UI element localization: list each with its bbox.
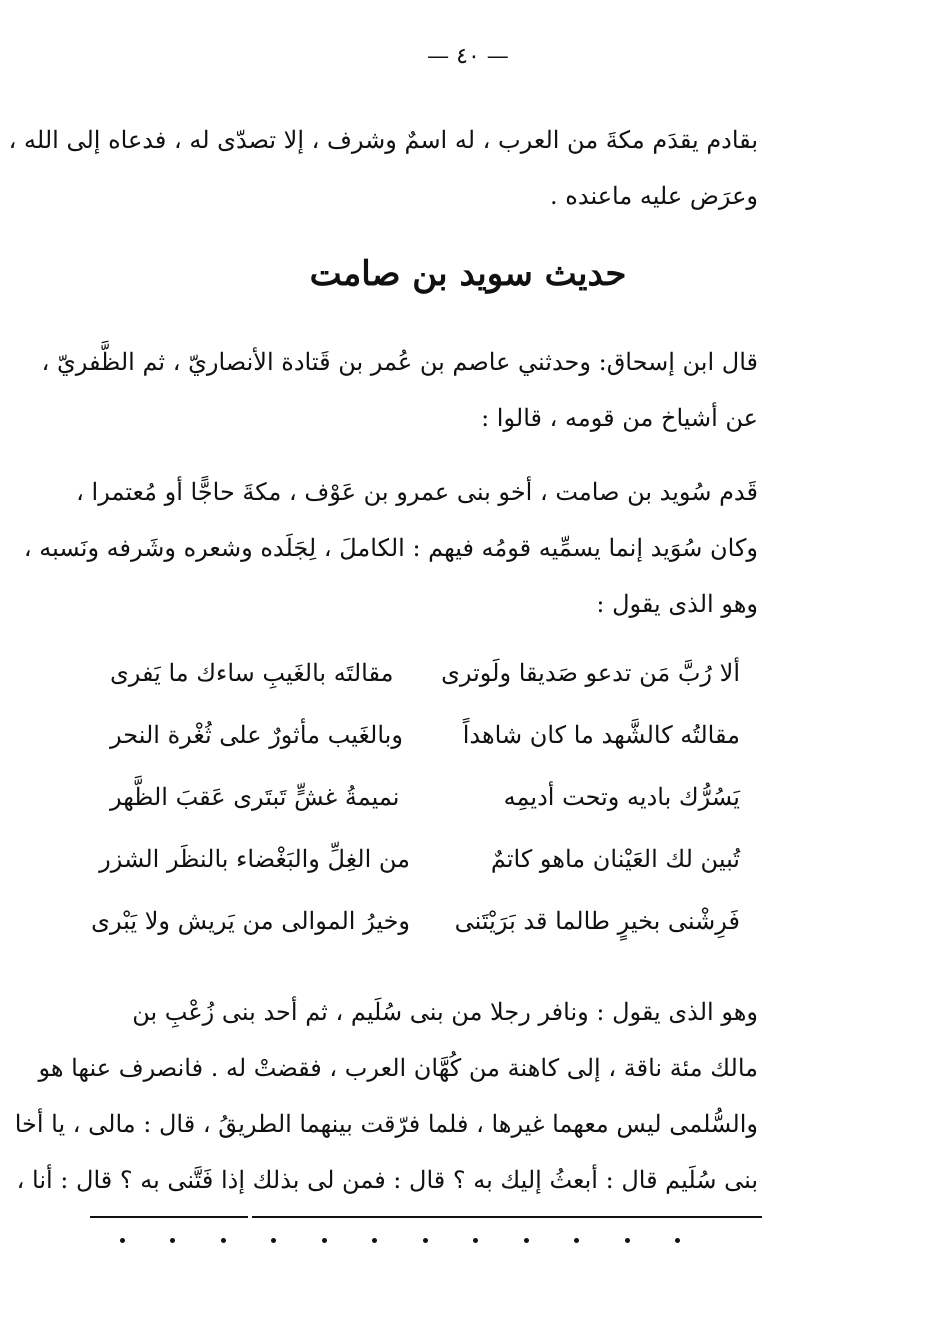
dot-mark xyxy=(170,1238,175,1243)
verse-first-hemistich: مقالتُه كالشَّهد ما كان شاهداً xyxy=(462,721,740,749)
text-line: عن أشياخ من قومه ، قالوا : xyxy=(481,404,758,432)
dot-mark xyxy=(120,1238,125,1243)
dot-mark xyxy=(271,1238,276,1243)
poem-verse xyxy=(110,704,740,766)
final-paragraph xyxy=(14,984,758,1208)
verse-second-hemistich: مقالتَه بالغَيبِ ساءك ما يَفرى xyxy=(110,659,394,687)
text-line: والسُّلمى ليس معهما غيرها ، فلما فرّقت بينهما الطريقُ ، قال : مالى ، يا أخا xyxy=(14,1110,758,1138)
text-line: وهو الذى يقول : xyxy=(596,590,758,618)
verse-first-hemistich: ألا رُبَّ مَن تدعو صَديقا ولَوترى xyxy=(441,659,740,687)
footnote-divider xyxy=(90,1216,248,1218)
text-line: قَدم سُويد بن صامت ، أخو بنى عمرو بن عَوْف ، مكةَ حاجًّا أو مُعتمرا ، xyxy=(76,478,758,506)
verse-second-hemistich: وخيرُ الموالى من يَريش ولا يَبْرى xyxy=(91,907,410,935)
poem-verse xyxy=(99,828,740,890)
dot-mark xyxy=(221,1238,226,1243)
section-heading: حديث سويد بن صامت xyxy=(309,254,627,294)
dot-mark xyxy=(372,1238,377,1243)
page-number: — ٤٠ — xyxy=(427,44,509,69)
text-line: وهو الذى يقول : ونافر رجلا من بنى سُلَيم ، ثم أحد بنى زُعْبِ بن xyxy=(132,998,758,1026)
footnote-divider xyxy=(252,1216,762,1218)
verse-second-hemistich: نميمةُ غشٍّ تَبتَرى عَقبَ الظَّهر xyxy=(110,783,400,811)
poem-verse xyxy=(110,642,740,704)
dot-mark xyxy=(524,1238,529,1243)
text-line: بنى سُلَيم قال : أبعثُ إليك به ؟ قال : فمن لى بذلك إذا فَتَّنى به ؟ قال : أنا ، xyxy=(16,1166,758,1194)
dot-mark xyxy=(625,1238,630,1243)
verse-first-hemistich: يَسُرُّك باديه وتحت أديمِه xyxy=(503,783,740,811)
verse-second-hemistich: من الغِلِّ والبَغْضاء بالنظَر الشزر xyxy=(99,845,410,873)
text-line: وكان سُوَيد إنما يسمِّيه قومُه فيهم : الكاملَ ، لِجَلَده وشعره وشَرفه ونَسبه ، xyxy=(23,534,758,562)
text-line: بقادم يقدَم مكةَ من العرب ، له اسمٌ وشرف ، إلا تصدّى له ، فدعاه إلى الله ، xyxy=(8,126,758,154)
poem xyxy=(91,642,740,952)
text-line: وعرَض عليه ماعنده . xyxy=(550,182,758,210)
intro-paragraph xyxy=(8,112,758,224)
dot-mark xyxy=(473,1238,478,1243)
poem-verse xyxy=(110,766,740,828)
text-line: قال ابن إسحاق: وحدثني عاصم بن عُمر بن قَتادة الأنصاريّ ، ثم الظَّفريّ ، xyxy=(41,348,758,376)
footnote-dots xyxy=(120,1238,680,1243)
verse-second-hemistich: وبالغَيب مأثورٌ على ثُغْرة النحر xyxy=(110,721,403,749)
verse-first-hemistich: تُبين لك العَيْنان ماهو كاتمٌ xyxy=(490,845,740,873)
verse-first-hemistich: فَرِشْنى بخيرٍ طالما قد بَرَيْتَنى xyxy=(454,907,740,935)
dot-mark xyxy=(675,1238,680,1243)
text-line: مالك مئة ناقة ، إلى كاهنة من كُهَّان العرب ، فقضتْ له . فانصرف عنها هو xyxy=(38,1054,758,1082)
dot-mark xyxy=(423,1238,428,1243)
dot-mark xyxy=(574,1238,579,1243)
dot-mark xyxy=(322,1238,327,1243)
narrative-paragraph xyxy=(23,464,758,632)
isnad-paragraph xyxy=(41,334,758,446)
poem-verse xyxy=(91,890,740,952)
